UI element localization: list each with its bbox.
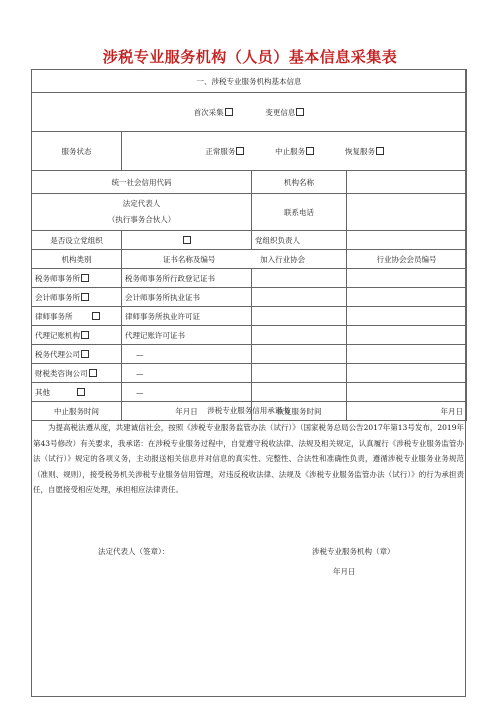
- promise-body: 为提高税法遵从度，共建诚信社会，按照《涉税专业服务监管办法（试行）》（国家税务总局公告2017年第13号发布，2019年第43号修改）有关要求，我承诺：在涉税专业服务过程中，自觉遵守税收法律、法规及相关规定，认真履行《涉税专业服务监管办法（试行）》规定的各项义务，主动报送相关信息并对信息的真实性、完整性、合法性和准确性负责，遵循涉税专业服务业务规范（准则、规则），接受税务机关涉税专业服务信用管理，对违反税收法律、法规及《涉税专业服务监管办法（试行）》的行为承担责任，自愿接受相应处理，承担相应法律责任。: [33, 423, 464, 494]
- info-table: [31, 69, 467, 421]
- row-cert: 税务师事务所行政登记证书: [122, 269, 252, 288]
- sign-date: 年月日: [333, 567, 356, 576]
- change-info-checkbox[interactable]: [296, 108, 304, 116]
- row-cert: 会计师事务所执业证书: [122, 288, 252, 307]
- header-type: 机构类别: [32, 250, 122, 269]
- row-cert: —: [122, 383, 252, 402]
- table-row: [32, 326, 467, 345]
- row-checkbox[interactable]: [81, 274, 89, 282]
- row-assoc[interactable]: [252, 307, 347, 326]
- resume-date-text: 年月日: [440, 406, 463, 416]
- header-assoc-text: 加入行业协会: [260, 254, 306, 264]
- row-member-no[interactable]: [347, 269, 467, 288]
- resume-time-label: 恢复服务时间: [252, 402, 347, 421]
- row-type: 税务师事务所: [35, 273, 80, 283]
- legal-rep-line2: （执行事务合伙人）: [107, 215, 176, 224]
- row-checkbox[interactable]: [81, 331, 89, 339]
- status-options: [122, 132, 467, 171]
- row-checkbox[interactable]: [89, 369, 97, 377]
- row-member-no[interactable]: [347, 307, 467, 326]
- header-cert: [122, 250, 347, 269]
- table-row: [32, 383, 467, 402]
- status-suspend-label: 中止服务: [275, 146, 306, 156]
- row-checkbox[interactable]: [81, 350, 89, 358]
- row-member-no[interactable]: [347, 288, 467, 307]
- row-assoc[interactable]: [252, 345, 347, 364]
- table-row: [32, 364, 467, 383]
- first-collect-label: 首次采集: [193, 107, 224, 117]
- row-member-no[interactable]: [347, 345, 467, 364]
- status-normal-checkbox[interactable]: [236, 147, 244, 155]
- status-resume-label: 恢复服务: [344, 146, 375, 156]
- row-type: 其他: [35, 387, 50, 397]
- party-org-cell: [122, 231, 252, 250]
- row-type: 税务代理公司: [35, 349, 80, 359]
- row-member-no[interactable]: [347, 326, 467, 345]
- phone-label: 联系电话: [252, 194, 347, 231]
- row-type: 财税类咨询公司: [35, 368, 88, 378]
- status-resume-checkbox[interactable]: [376, 147, 384, 155]
- row-assoc[interactable]: [252, 288, 347, 307]
- table-row: [32, 288, 467, 307]
- row-checkbox[interactable]: [92, 312, 100, 320]
- row-cert: 律师事务所执业许可证: [122, 307, 252, 326]
- row-cert: —: [122, 345, 252, 364]
- row-type: 代理记账机构: [35, 330, 80, 340]
- row-cert: —: [122, 364, 252, 383]
- org-seal-label: 涉税专业服务机构（章）: [312, 547, 395, 556]
- org-name-field[interactable]: [347, 171, 467, 194]
- table-row: [32, 269, 467, 288]
- form-title: 涉税专业服务机构（人员）基本信息采集表: [102, 48, 398, 66]
- row-checkbox[interactable]: [77, 388, 85, 396]
- header-cert-text: 证书名称及编号: [162, 254, 216, 264]
- legal-rep-line1: 法定代表人: [122, 199, 161, 208]
- party-leader-field[interactable]: [347, 231, 467, 250]
- row-type: 律师事务所: [35, 311, 73, 321]
- row-assoc[interactable]: [252, 269, 347, 288]
- phone-field[interactable]: [347, 194, 467, 231]
- section-title: 一、涉税专业服务机构基本信息: [32, 70, 467, 93]
- party-leader-label: 党组织负责人: [252, 231, 347, 250]
- row-member-no[interactable]: [347, 383, 467, 402]
- row-type: 会计师事务所: [35, 292, 80, 302]
- suspend-date-text: 年月日: [175, 406, 198, 416]
- change-info-label: 变更信息: [265, 107, 296, 117]
- status-normal-label: 正常服务: [205, 146, 236, 156]
- party-org-checkbox[interactable]: [183, 236, 191, 244]
- status-label: 服务状态: [32, 132, 122, 171]
- org-name-label: 机构名称: [252, 171, 347, 194]
- party-org-label: 是否设立党组织: [32, 231, 122, 250]
- row-cert: 代理记账许可证书: [122, 326, 252, 345]
- row-checkbox[interactable]: [81, 293, 89, 301]
- header-member-no: 行业协会会员编号: [347, 250, 467, 269]
- row-member-no[interactable]: [347, 364, 467, 383]
- row-assoc[interactable]: [252, 364, 347, 383]
- first-collect-checkbox[interactable]: [225, 108, 233, 116]
- status-suspend-checkbox[interactable]: [306, 147, 314, 155]
- credit-code-label: 统一社会信用代码: [32, 171, 252, 194]
- legal-rep-label: [32, 194, 252, 231]
- table-row: [32, 345, 467, 364]
- collect-type-row: [32, 93, 467, 132]
- suspend-time-label: 中止服务时间: [32, 402, 122, 421]
- promise-title: 涉税专业服务信用承诺书: [207, 406, 290, 415]
- table-row: [32, 307, 467, 326]
- row-assoc[interactable]: [252, 326, 347, 345]
- legal-rep-signature-label: 法定代表人（签章）：: [98, 547, 170, 556]
- row-assoc[interactable]: [252, 383, 347, 402]
